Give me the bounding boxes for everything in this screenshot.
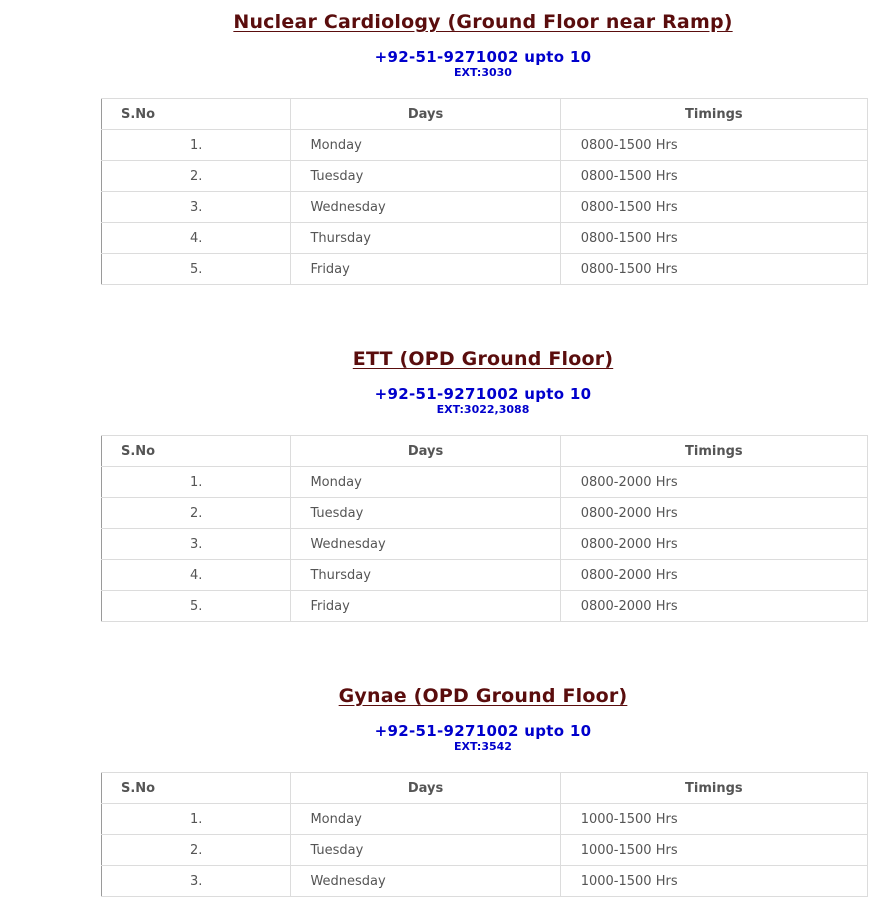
header-timings: Timings — [560, 99, 867, 130]
cell-sno: 2. — [102, 498, 291, 529]
extension-number: EXT:3022,3088 — [436, 403, 530, 416]
table-row — [102, 130, 868, 161]
section-title: ETT (OPD Ground Floor) — [352, 348, 614, 370]
cell-sno: 2. — [102, 161, 291, 192]
cell-sno: 1. — [102, 804, 291, 835]
cell-sno: 4. — [102, 223, 291, 254]
cell-time: 1000-1500 Hrs — [560, 804, 867, 835]
cell-day: Thursday — [291, 223, 560, 254]
cell-sno: 3. — [102, 192, 291, 223]
schedule-table — [101, 772, 868, 897]
cell-day: Wednesday — [291, 529, 560, 560]
cell-day: Wednesday — [291, 192, 560, 223]
cell-time: 1000-1500 Hrs — [560, 835, 867, 866]
cell-time: 0800-1500 Hrs — [560, 254, 867, 285]
table-row — [102, 835, 868, 866]
cell-time: 0800-1500 Hrs — [560, 192, 867, 223]
table-row — [102, 161, 868, 192]
table-row — [102, 254, 868, 285]
cell-sno: 3. — [102, 866, 291, 897]
table-row — [102, 223, 868, 254]
cell-day: Wednesday — [291, 866, 560, 897]
header-timings: Timings — [560, 436, 867, 467]
cell-time: 0800-2000 Hrs — [560, 560, 867, 591]
cell-day: Tuesday — [291, 498, 560, 529]
cell-time: 0800-1500 Hrs — [560, 161, 867, 192]
table-header-row — [102, 99, 868, 130]
extension-number: EXT:3030 — [454, 66, 512, 79]
cell-sno: 2. — [102, 835, 291, 866]
table-header-row — [102, 773, 868, 804]
cell-sno: 4. — [102, 560, 291, 591]
cell-sno: 5. — [102, 254, 291, 285]
header-sno: S.No — [102, 773, 291, 804]
header-days: Days — [291, 773, 560, 804]
table-row — [102, 560, 868, 591]
schedule-table — [101, 98, 868, 285]
cell-time: 1000-1500 Hrs — [560, 866, 867, 897]
schedule-table — [101, 435, 868, 622]
table-row — [102, 591, 868, 622]
cell-time: 0800-2000 Hrs — [560, 467, 867, 498]
cell-day: Tuesday — [291, 161, 560, 192]
table-row — [102, 866, 868, 897]
table-row — [102, 192, 868, 223]
cell-time: 0800-1500 Hrs — [560, 130, 867, 161]
section-title: Nuclear Cardiology (Ground Floor near Ramp) — [233, 11, 733, 33]
cell-day: Friday — [291, 254, 560, 285]
cell-sno: 1. — [102, 467, 291, 498]
cell-day: Monday — [291, 130, 560, 161]
header-days: Days — [291, 99, 560, 130]
phone-number: +92-51-9271002 upto 10 — [374, 722, 592, 740]
cell-time: 0800-2000 Hrs — [560, 591, 867, 622]
header-days: Days — [291, 436, 560, 467]
table-row — [102, 804, 868, 835]
table-row — [102, 498, 868, 529]
table-row — [102, 467, 868, 498]
cell-time: 0800-2000 Hrs — [560, 498, 867, 529]
cell-sno: 1. — [102, 130, 291, 161]
phone-number: +92-51-9271002 upto 10 — [374, 48, 592, 66]
header-sno: S.No — [102, 99, 291, 130]
cell-day: Tuesday — [291, 835, 560, 866]
table-row — [102, 529, 868, 560]
cell-day: Monday — [291, 467, 560, 498]
cell-time: 0800-2000 Hrs — [560, 529, 867, 560]
cell-day: Thursday — [291, 560, 560, 591]
cell-sno: 5. — [102, 591, 291, 622]
phone-number: +92-51-9271002 upto 10 — [374, 385, 592, 403]
extension-number: EXT:3542 — [454, 740, 512, 753]
cell-time: 0800-1500 Hrs — [560, 223, 867, 254]
table-header-row — [102, 436, 868, 467]
cell-sno: 3. — [102, 529, 291, 560]
header-sno: S.No — [102, 436, 291, 467]
header-timings: Timings — [560, 773, 867, 804]
section-title: Gynae (OPD Ground Floor) — [338, 685, 628, 707]
cell-day: Friday — [291, 591, 560, 622]
cell-day: Monday — [291, 804, 560, 835]
